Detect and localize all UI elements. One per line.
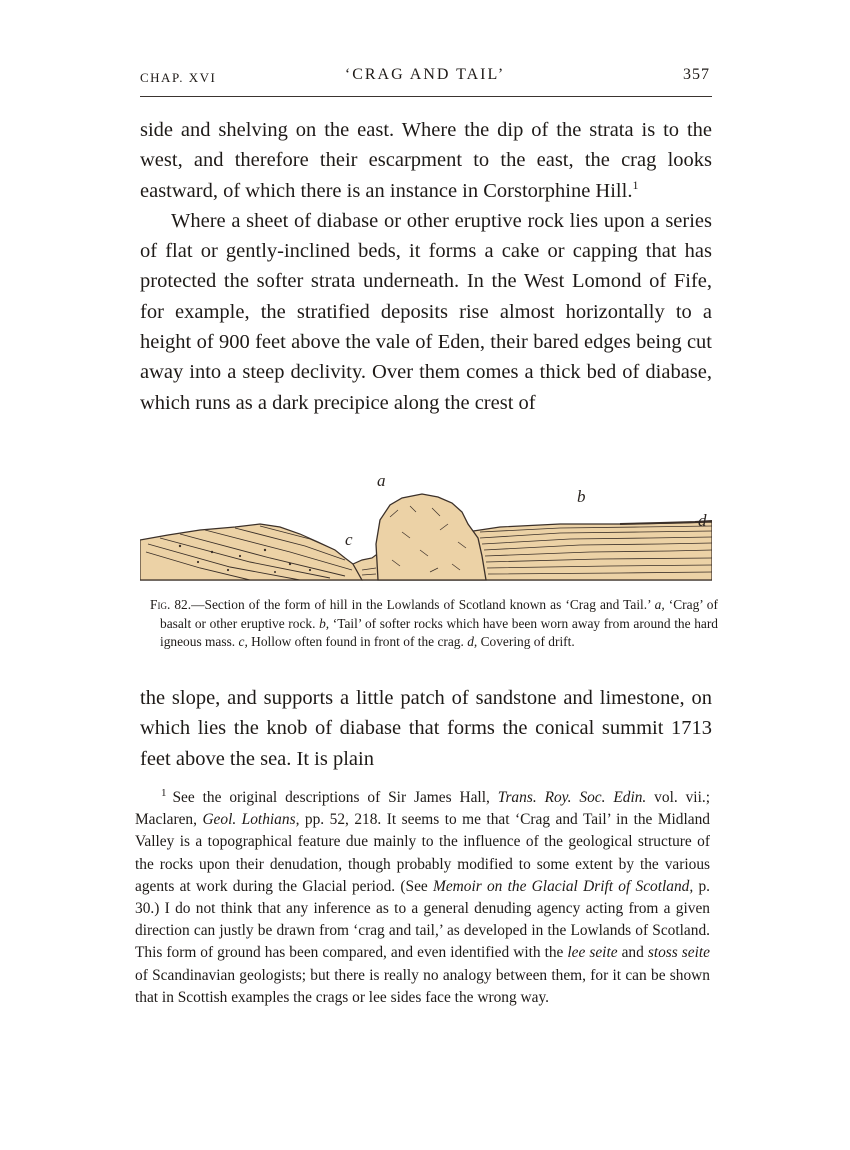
header-rule [140, 96, 712, 97]
running-title: ‘CRAG AND TAIL’ [344, 66, 506, 83]
paragraph-1: side and shelving on the east. Where the dip of the strata is to the west, and therefore their escarpment to the east, the crag looks eastward, of which there is an instance in Corstorphine Hill.$^1$ [140, 119, 712, 202]
figure-number: Fig. 82. [150, 597, 192, 612]
footnote-mark: 1 [161, 786, 167, 799]
figure-caption: Fig. 82.—Section of the form of hill in the Lowlands of Scotland known as ‘Crag and Tail.’ a, ‘Crag’ of basalt or other eruptive rock. b, ‘Tail’ of softer rocks which have been worn away from around the hard igneous mass. c, Hollow often found in front of the crag. d, Covering of drift. [150, 597, 718, 649]
figure-82 [140, 472, 712, 592]
body-text-top [140, 115, 712, 418]
crag-and-tail-section [140, 472, 712, 592]
footnote: $^1$ See the original descriptions of Sir James Hall, Trans. Roy. Soc. Edin. vol. vii.; Maclaren, Geol. Lothians, pp. 52, 218. It seems to me that ‘Crag and Tail’ in the Midland Valley is a topographical feature due mainly to the influence of the geological structure of the rocks upon their denudation, though probably modified to some extent by the various agents at work during the Glacial period. (See Memoir on the Glacial Drift of Scotland, p. 30.) I do not think that any inference as to a general denuding agency acting from a given direction can justly be drawn from ‘crag and tail,’ as developed in the Lowlands of Scotland. This form of ground has been compared, and even identified with the lee seite and stoss seite of Scandinavian geologists; but there is really no analogy between them, for it can be shown that in Scottish examples the crags or lee sides face the wrong way. [135, 786, 711, 1006]
paragraph-3: the slope, and supports a little patch of sandstone and limestone, on which lies the knob of diabase that forms the conical summit 1713 feet above the sea. It is plain [140, 687, 712, 770]
crag-mass [376, 494, 486, 580]
label-b: b [577, 487, 586, 506]
label-d: d [698, 511, 707, 530]
label-c: c [345, 530, 353, 549]
running-head [140, 64, 710, 90]
page-number: 357 [683, 66, 710, 83]
chapter-label: CHAP. XVI [140, 70, 217, 85]
body-text-bottom [140, 683, 712, 774]
label-a: a [377, 472, 386, 490]
footnote-reference: 1 [632, 177, 639, 192]
paragraph-2: Where a sheet of diabase or other eruptive rock lies upon a series of flat or gently-inclined beds, it forms a cake or capping that has protected the softer strata underneath. In the West Lomond of Fife, for example, the stratified deposits rise almost horizontally to a height of 900 feet above the vale of Eden, their bared edges being cut away into a steep declivity. Over them comes a thick bed of diabase, which runs as a dark precipice along the crest of [140, 209, 712, 414]
